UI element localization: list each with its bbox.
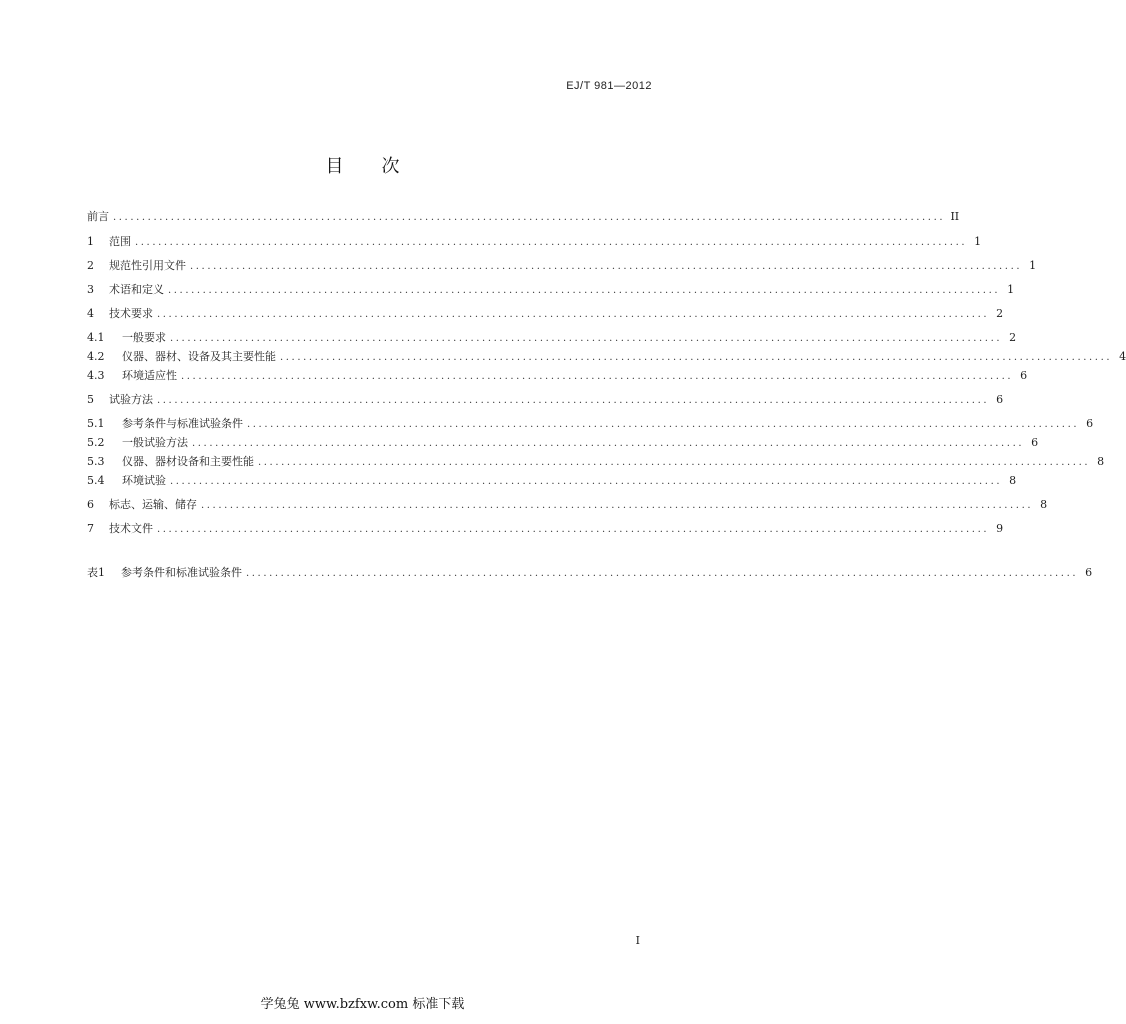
dot-leader: ................................................................................................................................................ <box>168 285 1001 296</box>
toc-entry-technical-documents[interactable] <box>87 521 1004 537</box>
toc-entry-label: 技术要求 <box>109 307 153 320</box>
toc-entry-terms-definitions[interactable] <box>87 282 1015 298</box>
toc-entry-page: 8 <box>1040 498 1048 511</box>
watermark-url: www.bzfxw.com <box>303 997 409 1012</box>
toc-entry-instruments-equipment[interactable] <box>87 454 1105 470</box>
dot-leader: ................................................................................................................................................ <box>258 457 1091 468</box>
dot-leader: ................................................................................................................................................ <box>170 476 1003 487</box>
toc-entry-instruments-performance[interactable] <box>87 349 1126 365</box>
dot-leader: ................................................................................................................................................ <box>157 395 990 406</box>
toc-entry-page: 9 <box>996 522 1004 535</box>
toc-entry-number: 4.1 <box>87 331 105 344</box>
toc-entry-foreword[interactable] <box>87 209 960 225</box>
toc-entry-label: 前言 <box>87 210 109 223</box>
dot-leader: ................................................................................................................................................ <box>170 333 1003 344</box>
toc-entry-table-1[interactable] <box>87 565 1093 581</box>
toc-entry-page: 2 <box>996 307 1004 320</box>
dot-leader: ................................................................................................................................................ <box>201 500 1034 511</box>
dot-leader: ................................................................................................................................................ <box>246 568 1079 579</box>
toc-entry-test-methods[interactable] <box>87 392 1004 408</box>
toc-entry-page: 8 <box>1009 474 1017 487</box>
toc-entry-label: 一般要求 <box>122 331 166 344</box>
watermark <box>0 993 725 1012</box>
standard-code: EJ/T 981—2012 <box>566 80 652 92</box>
toc-entry-label: 参考条件和标准试验条件 <box>121 566 242 579</box>
toc-entry-number: 1 <box>87 235 94 248</box>
dot-leader: ................................................................................................................................................ <box>157 524 990 535</box>
toc-entry-label: 术语和定义 <box>109 283 164 296</box>
toc-entry-number: 5.4 <box>87 474 105 487</box>
toc-entry-label: 仪器、器材设备和主要性能 <box>122 455 254 468</box>
toc-entry-label: 标志、运输、储存 <box>109 498 197 511</box>
toc-entry-number: 表1 <box>87 566 105 579</box>
toc-entry-number: 4.2 <box>87 350 105 363</box>
toc-entry-general-test-methods[interactable] <box>87 435 1039 451</box>
toc-entry-number: 4.3 <box>87 369 105 382</box>
toc-entry-label: 环境适应性 <box>122 369 177 382</box>
toc-entry-marking-transport-storage[interactable] <box>87 497 1048 513</box>
toc-entry-page: 2 <box>1009 331 1017 344</box>
toc-entry-scope[interactable] <box>87 234 982 250</box>
toc-entry-label: 规范性引用文件 <box>109 259 186 272</box>
toc-title: 目次 <box>325 156 438 177</box>
toc-entry-number: 2 <box>87 259 94 272</box>
toc-entry-page: 6 <box>1031 436 1039 449</box>
toc-entry-page: 6 <box>996 393 1004 406</box>
toc-entry-environmental-adaptability[interactable] <box>87 368 1028 384</box>
toc-entry-page: 6 <box>1020 369 1028 382</box>
toc-entry-number: 6 <box>87 498 94 511</box>
toc-entry-page: 1 <box>1029 259 1037 272</box>
toc-entry-page: 6 <box>1085 566 1093 579</box>
toc-entry-technical-requirements[interactable] <box>87 306 1004 322</box>
dot-leader: ................................................................................................................................................ <box>247 419 1080 430</box>
dot-leader: ................................................................................................................................................ <box>157 309 990 320</box>
dot-leader: ................................................................................................................................................ <box>280 352 1113 363</box>
toc-entry-number: 4 <box>87 307 94 320</box>
toc-entry-label: 参考条件与标准试验条件 <box>122 417 243 430</box>
dot-leader: ................................................................................................................................................ <box>135 237 968 248</box>
page-number: I <box>635 934 640 947</box>
toc-entry-page: 1 <box>974 235 982 248</box>
dot-leader: ................................................................................................................................................ <box>181 371 1014 382</box>
toc-entry-environmental-test[interactable] <box>87 473 1017 489</box>
toc-entry-label: 环境试验 <box>122 474 166 487</box>
dot-leader: ................................................................................................................................................ <box>192 438 1025 449</box>
toc-entry-number: 3 <box>87 283 94 296</box>
toc-entry-page: 1 <box>1007 283 1015 296</box>
toc-entry-number: 5.3 <box>87 455 105 468</box>
toc-entry-label: 仪器、器材、设备及其主要性能 <box>122 350 276 363</box>
watermark-tagline: 标准下载 <box>412 997 465 1012</box>
toc-entry-number: 5.2 <box>87 436 105 449</box>
toc-entry-number: 5.1 <box>87 417 105 430</box>
toc-entry-label: 一般试验方法 <box>122 436 188 449</box>
toc-entry-number: 5 <box>87 393 94 406</box>
toc-entry-page: 4 <box>1119 350 1126 363</box>
toc-entry-general-requirements[interactable] <box>87 330 1017 346</box>
toc-entry-normative-references[interactable] <box>87 258 1037 274</box>
toc-entry-page: 6 <box>1086 417 1094 430</box>
toc-entry-page: II <box>950 210 960 223</box>
watermark-site-name: 学兔兔 <box>260 997 300 1012</box>
toc-entry-label: 技术文件 <box>109 522 153 535</box>
toc-entry-reference-conditions[interactable] <box>87 416 1094 432</box>
dot-leader: ................................................................................................................................................ <box>113 212 946 223</box>
toc-entry-number: 7 <box>87 522 94 535</box>
toc-entry-label: 范围 <box>109 235 131 248</box>
dot-leader: ................................................................................................................................................ <box>190 261 1023 272</box>
toc-entry-page: 8 <box>1097 455 1105 468</box>
toc-entry-label: 试验方法 <box>109 393 153 406</box>
